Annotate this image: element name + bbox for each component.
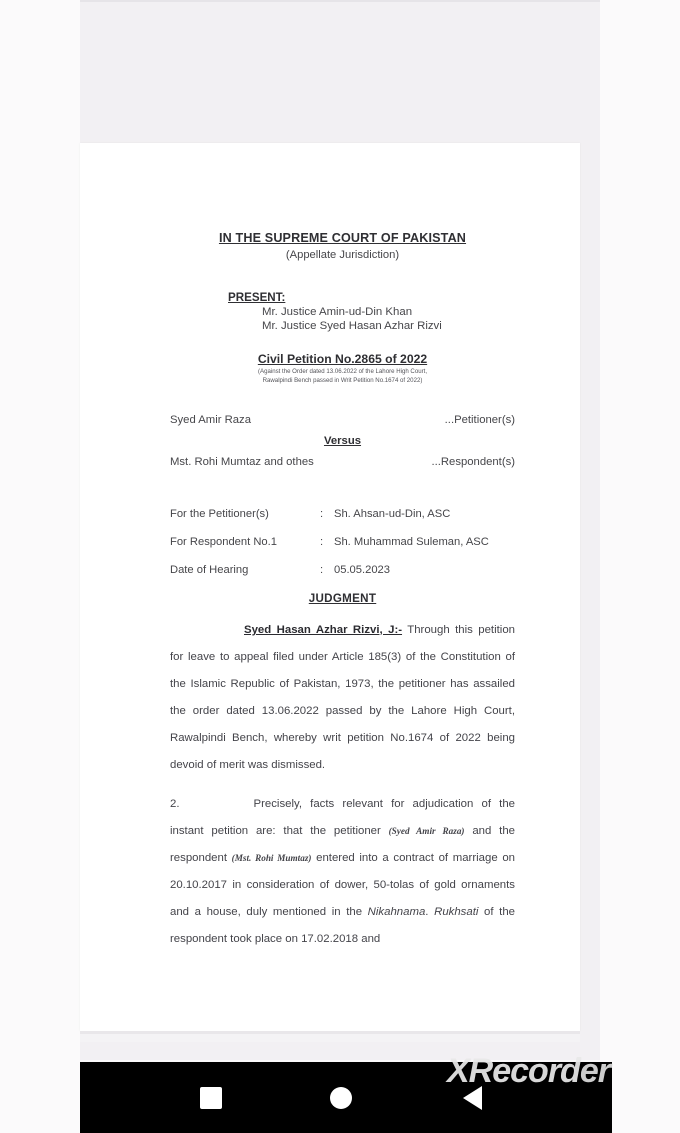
paragraph-2-text-e: of the respondent took place on 17.02.2018 and	[170, 905, 515, 945]
counsel-colon: :	[320, 535, 324, 548]
recents-square-icon[interactable]	[200, 1087, 222, 1109]
document-page[interactable]	[80, 143, 580, 1031]
watermark-text-dim: er	[579, 1052, 610, 1090]
case-subtitle-line-2: Rawalpindi Bench passed in Writ Petition No.1674 of 2022)	[262, 376, 423, 384]
counsel-row-respondent	[170, 536, 515, 548]
paragraph-2-petitioner-name: (Syed Amir Raza)	[388, 825, 465, 836]
respondent-row	[170, 456, 515, 468]
home-circle-icon[interactable]	[330, 1087, 352, 1109]
counsel-value: Sh. Muhammad Suleman, ASC	[334, 535, 489, 548]
paragraph-2-respondent-name: (Mst. Rohi Mumtaz)	[231, 852, 312, 863]
counsel-row-petitioner	[170, 508, 515, 520]
counsel-label: For Respondent No.1	[170, 535, 277, 548]
case-number: Civil Petition No.2865 of 2022	[257, 352, 428, 366]
judge-name-2: Mr. Justice Syed Hasan Azhar Rizvi	[262, 320, 442, 332]
counsel-row-hearing-date	[170, 564, 515, 576]
case-subtitle-line-1: (Against the Order dated 13.06.2022 of the Lahore High Court,	[257, 368, 428, 375]
paragraph-2-term-rukhsati: Rukhsati	[434, 905, 479, 918]
viewer-top-divider	[80, 0, 600, 2]
respondent-name: Mst. Rohi Mumtaz and othes	[170, 455, 314, 468]
counsel-value: Sh. Ahsan-ud-Din, ASC	[334, 507, 451, 520]
versus-label: Versus	[323, 434, 362, 447]
judgment-author: Syed Hasan Azhar Rizvi, J:-	[244, 623, 403, 636]
watermark-text-bright: XRecord	[447, 1052, 580, 1090]
counsel-label: For the Petitioner(s)	[170, 507, 269, 520]
page-gap	[80, 1034, 580, 1042]
case-subtitle	[170, 368, 515, 386]
petitioner-name: Syed Amir Raza	[170, 413, 251, 426]
paragraph-2-text-c: entered into a contract of marriage on 20.10.2017 in consideration of dower, 50-tolas of gold ornaments and a house, duly mentioned in the	[170, 851, 515, 918]
counsel-block	[170, 508, 515, 576]
document-content	[170, 231, 515, 953]
counsel-value: 05.05.2023	[334, 563, 390, 576]
present-block	[170, 291, 515, 332]
paragraph-2-text-d: .	[425, 905, 435, 918]
paragraph-2-text-b: and the respondent	[170, 824, 516, 864]
paragraph-2-number: 2.	[170, 797, 180, 810]
parties-block	[170, 414, 515, 468]
judgment-paragraph-1	[170, 617, 515, 779]
counsel-colon: :	[320, 507, 324, 520]
petitioner-role: ...Petitioner(s)	[444, 413, 515, 426]
court-title: IN THE SUPREME COURT OF PAKISTAN	[218, 231, 467, 245]
jurisdiction-subtitle: (Appellate Jurisdiction)	[285, 249, 400, 261]
present-label: PRESENT:	[228, 291, 286, 304]
judgment-paragraph-2	[170, 791, 515, 953]
judgment-heading: JUDGMENT	[308, 591, 377, 605]
petitioner-row	[170, 414, 515, 426]
paragraph-2-text-a: Precisely, facts relevant for adjudication of the instant petition are: that the petitioner	[170, 797, 515, 837]
counsel-colon: :	[320, 563, 324, 576]
paragraph-2-term-nikahnama: Nikahnama	[367, 905, 426, 918]
paragraph-1-text: Through this petition for leave to appeal filed under Article 185(3) of the Constitution of the Islamic Republic of Pakistan, 1973, the petitioner has assailed the order dated 13.06.2022 passed by the Lahore High Court, Rawalpindi Bench, whereby writ petition No.1674 of 2022 being devoid of merit was dismissed.	[170, 623, 515, 771]
xrecorder-watermark	[447, 1052, 610, 1091]
judge-name-1: Mr. Justice Amin-ud-Din Khan	[262, 306, 413, 318]
respondent-role: ...Respondent(s)	[431, 455, 515, 468]
counsel-label: Date of Hearing	[170, 563, 249, 576]
